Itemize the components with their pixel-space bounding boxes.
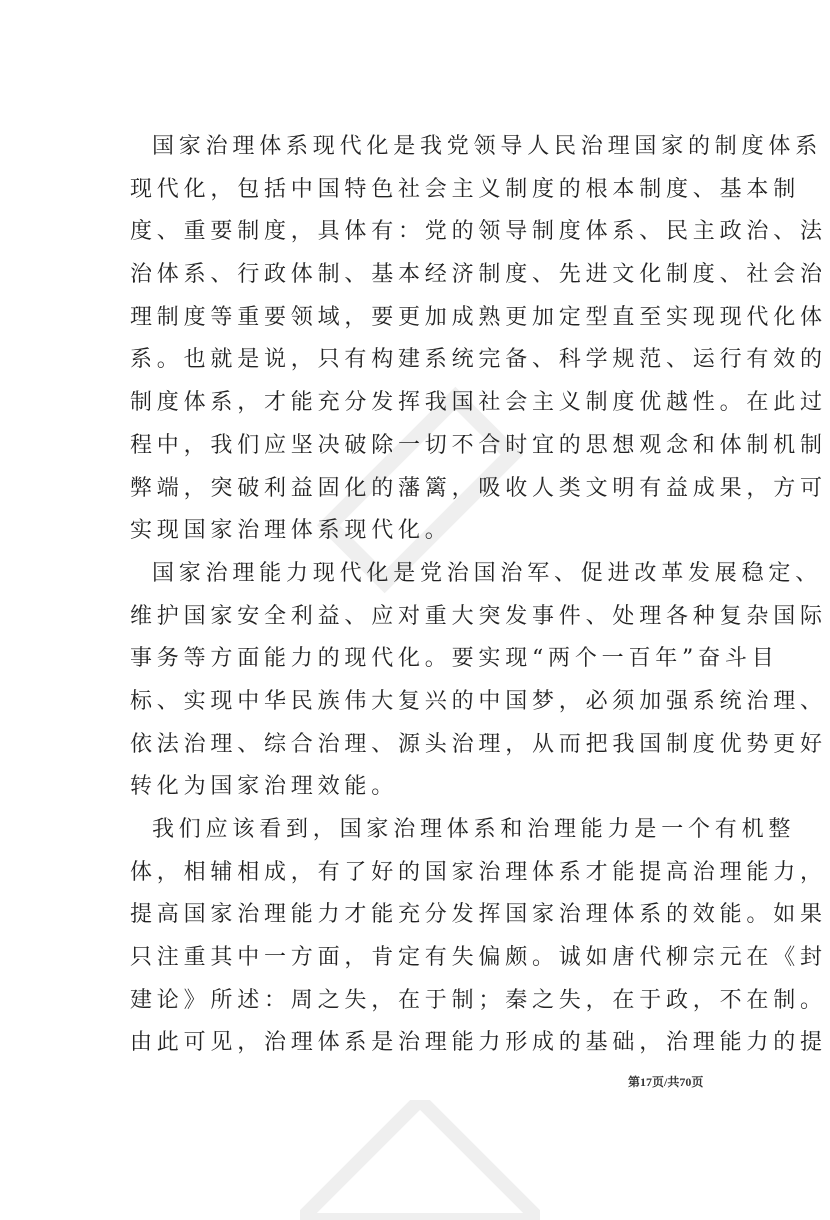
text-line: 国家治理能力现代化是党治国治军、促进改革发展稳定、 <box>152 560 823 586</box>
paragraph-2 <box>130 553 827 809</box>
paragraph-3 <box>130 809 827 1065</box>
text-line: 依法治理、综合治理、源头治理，从而把我国制度优势更好 <box>130 731 827 757</box>
text-line: 由此可见，治理体系是治理能力形成的基础，治理能力的提 <box>130 1030 827 1056</box>
text-line: 建论》所述：周之失，在于制；秦之失，在于政，不在制。 <box>130 987 827 1013</box>
text-line: 转化为国家治理效能。 <box>130 774 399 800</box>
text-line: 制度体系，才能充分发挥我国社会主义制度优越性。在此过 <box>130 390 827 416</box>
document-body <box>130 126 827 1065</box>
text-line: 体，相辅相成，有了好的国家治理体系才能提高治理能力， <box>130 859 827 885</box>
text-line: 程中，我们应坚决破除一切不合时宜的思想观念和体制机制 <box>130 432 827 458</box>
text-line: 我们应该看到，国家治理体系和治理能力是一个有机整 <box>152 817 796 842</box>
watermark-logo <box>300 1100 540 1220</box>
text-line: 国家治理体系现代化是我党领导人民治理国家的制度体系 <box>152 134 823 159</box>
text-line: 提高国家治理能力才能充分发挥国家治理体系的效能。如果 <box>130 902 827 928</box>
text-line: 治体系、行政体制、基本经济制度、先进文化制度、社会治 <box>130 262 827 288</box>
text-line: 维护国家安全利益、应对重大突发事件、处理各种复杂国际 <box>130 603 827 629</box>
text-line: 实现国家治理体系现代化。 <box>130 518 452 544</box>
text-line: 现代化，包括中国特色社会主义制度的根本制度、基本制 <box>130 176 801 202</box>
text-line: 只注重其中一方面，肯定有失偏颇。诚如唐代柳宗元在《封 <box>130 945 827 971</box>
text-line: 事务等方面能力的现代化。要实现“两个一百年”奋斗目 <box>130 646 779 672</box>
text-line: 度、重要制度，具体有：党的领导制度体系、民主政治、法 <box>130 219 827 245</box>
text-line: 弊端，突破利益固化的藩篱，吸收人类文明有益成果，方可 <box>130 475 827 501</box>
text-line: 理制度等重要领域，要更加成熟更加定型直至实现现代化体 <box>130 304 827 330</box>
paragraph-1 <box>130 126 827 553</box>
text-line: 标、实现中华民族伟大复兴的中国梦，必须加强系统治理、 <box>130 688 827 714</box>
page-number: 第17页/共70页 <box>628 1075 704 1089</box>
text-line: 系。也就是说，只有构建系统完备、科学规范、运行有效的 <box>130 347 827 373</box>
